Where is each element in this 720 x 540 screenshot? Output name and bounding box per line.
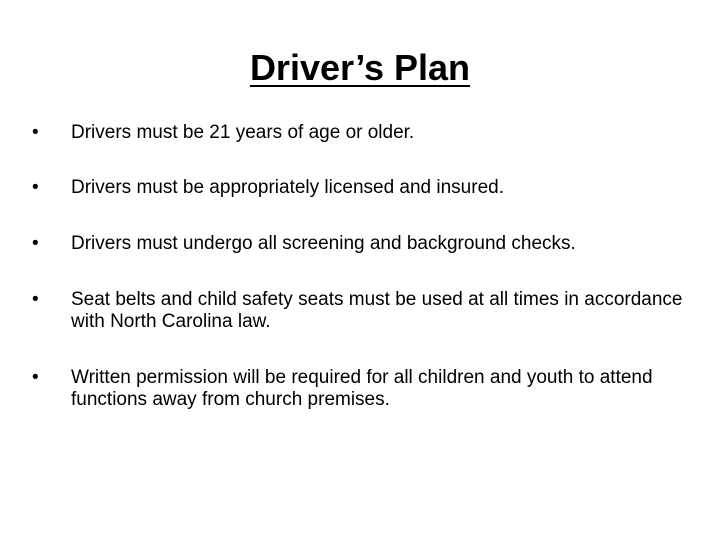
- bullet-icon: •: [32, 122, 39, 143]
- bullet-icon: •: [32, 177, 39, 198]
- bullet-text: Drivers must be 21 years of age or older.: [71, 122, 415, 143]
- bullet-icon: •: [32, 233, 39, 254]
- bullet-item: [30, 367, 700, 411]
- bullet-item: [30, 122, 700, 144]
- bullet-text: Drivers must be appropriately licensed and insured.: [71, 177, 504, 198]
- slide-title-text: Driver’s Plan: [249, 47, 471, 88]
- bullet-item: [30, 233, 700, 255]
- bullet-text: Seat belts and child safety seats must be used at all times in accordance with North Carolina law.: [71, 289, 683, 332]
- bullet-text: Written permission will be required for all children and youth to attend functions away from church premises.: [71, 367, 653, 410]
- slide-title: [0, 44, 720, 92]
- bullet-item: [30, 177, 700, 199]
- bullet-list: [30, 122, 700, 445]
- bullet-icon: •: [32, 367, 39, 388]
- bullet-icon: •: [32, 289, 39, 310]
- bullet-item: [30, 289, 700, 333]
- bullet-text: Drivers must undergo all screening and background checks.: [71, 233, 576, 254]
